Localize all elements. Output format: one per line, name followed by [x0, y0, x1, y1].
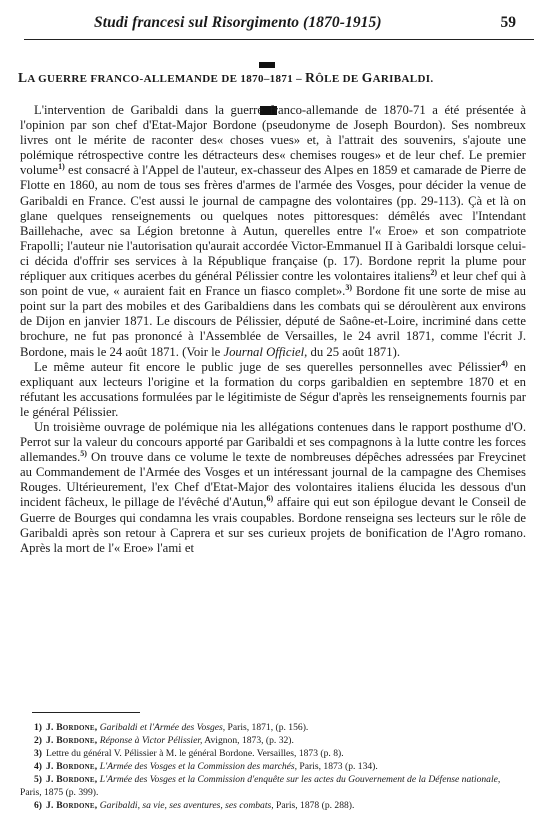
footnote-number: 6)	[34, 800, 42, 811]
paragraph-text: Bordone fit une sorte de mise au point sur la part des mobiles et des Garibaldiens dans les combats qui se déroulèrent aux environs de Dijon en janvier 1871. Le discours de Pélissier, député de Saône-et-Loire, incriminé dans cette brochure, ne fut pas prononcé à l'Assemblée de Versailles, le 24 avril 1871, comme l'écrit J. Bordone, mais le 24 août 1871. (Voir le	[20, 284, 527, 359]
paragraph	[20, 420, 526, 556]
footnote-ref: 2)	[430, 267, 438, 277]
footnote-rest: Lettre du général V. Pélissier à M. le général Bordone. Versailles, 1873 (p. 8).	[46, 748, 344, 759]
title-text-3: ARIBALDI.	[372, 73, 434, 85]
footnote	[20, 799, 510, 812]
footnote-number: 4)	[34, 761, 42, 772]
footnote	[20, 747, 510, 760]
paragraph-text: Un troisième ouvrage de polémique nia les allégations contenues dans le rapport posthume d'O. Perrot sur la valeur du concours apporté par Garibaldi et ses compagnons à la lutte contre les forces allemandes.	[20, 419, 526, 465]
footnote-author: J. Bordone,	[46, 774, 98, 785]
footnote-ref: 6)	[266, 494, 274, 504]
footnote-author: J. Bordone,	[46, 735, 98, 746]
footnotes	[20, 721, 510, 812]
paragraph-text: On trouve dans ce volume le texte de nombreuses dépêches adressées par Freycinet au Commandement de l'Armée des Vosges et un intéressant journal de la campagne des Chemises Rouges. Ultérieurement, l'ex Chef d'Etat-Major des volontaires italiens élucida les dessous d'un incident fâcheux, le pillage de l'évêché d'Autun,	[20, 450, 526, 510]
title-separator: –	[293, 73, 306, 85]
paragraph-text: Le même auteur fit encore le public juge de ses querelles personnelles avec Pélissier	[34, 359, 502, 374]
footnote-number: 5)	[34, 774, 42, 785]
footnote	[20, 734, 510, 747]
footnote-ref: 3)	[345, 282, 353, 292]
footnote-ref: 1)	[58, 162, 65, 172]
paragraph-text: , du 25 août 1871).	[304, 344, 401, 359]
footnote-number: 2)	[34, 735, 42, 746]
footnote-title: L'Armée des Vosges et la Commission d'enquête sur les actes du Gouvernement de la Défense nationale,	[99, 774, 501, 785]
footnote	[20, 721, 510, 734]
paragraph-text: L'intervention de Garibaldi dans la guerre franco-allemande de 1870-71 a été présentée à l'opinion par son chef d'Etat-Major Bordone (pseudonyme de Joseph Bourdon). Ses nombreux livres ont le mérite de raconter des« choses vues» et, à l'attrait des souvenirs, s'ajoute une polémique rétrospective contre les détracteurs des« chemises rouges» et de leur chef. Le premier volume	[20, 103, 526, 178]
footnote-title: L'Armée des Vosges et la Commission des marchés,	[99, 761, 298, 772]
footnote	[20, 760, 510, 773]
footnote	[20, 773, 510, 799]
page-number: 59	[500, 14, 516, 31]
footnote-rule	[32, 712, 140, 713]
footnote-number: 1)	[34, 722, 42, 733]
footnote-number: 3)	[34, 748, 42, 759]
paragraph-text: est consacré à l'Appel de l'auteur, ex-chasseur des Alpes en 1859 et camarade de Pierre de Flotte en 1860, au nom de tous ses frères d'armes de l'armée des Vosges, pour décider la venue de Garibaldi en France. C'est aussi le journal de campagne des volontaires (pp. 29-113). Çà et là on glane quelques renseignements ou quelques notes pittoresques: démêlés avec l'Intendant Baillehache, avec sa Légion bretonne à Autun, querelles entre l'« Eroe» et son compatriote Frapolli; l'auteur nie l'autorisation qu'aurait accordée Victor-Emmanuel II à Garibaldi lorsque celui-ci décida d'offrir ses services à la République française (p. 17). Bordone reprit la plume pour répliquer aux critiques acerbes du général Pélissier contre les volontaires italiens	[20, 163, 526, 284]
footnote-rest: Paris, 1873 (p. 134).	[297, 761, 378, 772]
paragraph	[20, 360, 526, 420]
title-years: 1870–1871	[240, 73, 294, 85]
title-text-2: ÔLE DE	[315, 73, 362, 85]
italic-text: Journal Officiel	[223, 344, 305, 359]
title-text: A GUERRE FRANCO-ALLEMANDE DE	[27, 73, 241, 85]
paragraph	[20, 103, 526, 360]
footnote-author: J. Bordone,	[46, 800, 98, 811]
footnote-title: Garibaldi et l'Armée des Vosges,	[99, 722, 226, 733]
running-title: Studi francesi sul Risorgimento (1870-1915)	[94, 14, 382, 31]
header-rule	[24, 39, 534, 40]
footnote-rest: Paris, 1871, (p. 156).	[225, 722, 309, 733]
paragraph-text: et leur chef qui à son point de vue, « auraient fait en France un fiasco complet».	[20, 269, 526, 299]
footnote-author: J. Bordone,	[46, 761, 98, 772]
footnote-ref: 5)	[80, 448, 87, 458]
print-mark	[259, 62, 275, 68]
title-initial-2: R	[305, 70, 316, 85]
section-title	[18, 70, 518, 86]
footnote-ref: 4)	[501, 358, 508, 368]
footnote-author: J. Bordone,	[46, 722, 98, 733]
footnote-title: Garibaldi, sa vie, ses aventures, ses combats,	[99, 800, 274, 811]
body-text	[20, 103, 526, 556]
paragraph-text: en expliquant aux lecteurs l'origine et la formation du corps garibaldien en septembre 1870 et en réfutant les accusations formulées par le légitimiste de Ségur d'après les renseignements fournis par le général Pélissier.	[20, 359, 526, 419]
paragraph-text: affaire qui eut son épilogue devant le Conseil de Guerre de Bourges qui condamna les vrais coupables. Bordone renseigna ses lecteurs sur le rôle de Garibaldi après son retour à Caprera et sur ses curieux projets de bonification de l'Agro romano. Après la mort de l'« Eroe» l'ami et	[20, 495, 526, 555]
title-initial-3: G	[361, 70, 373, 85]
title-initial: L	[18, 70, 28, 85]
footnote-title: Réponse à Victor Pélissier,	[99, 735, 203, 746]
running-header	[26, 14, 524, 34]
footnote-rest: Paris, 1875 (p. 399).	[20, 787, 99, 798]
footnote-rest: Paris, 1878 (p. 288).	[273, 800, 355, 811]
footnote-rest: Avignon, 1873, (p. 32).	[202, 735, 294, 746]
